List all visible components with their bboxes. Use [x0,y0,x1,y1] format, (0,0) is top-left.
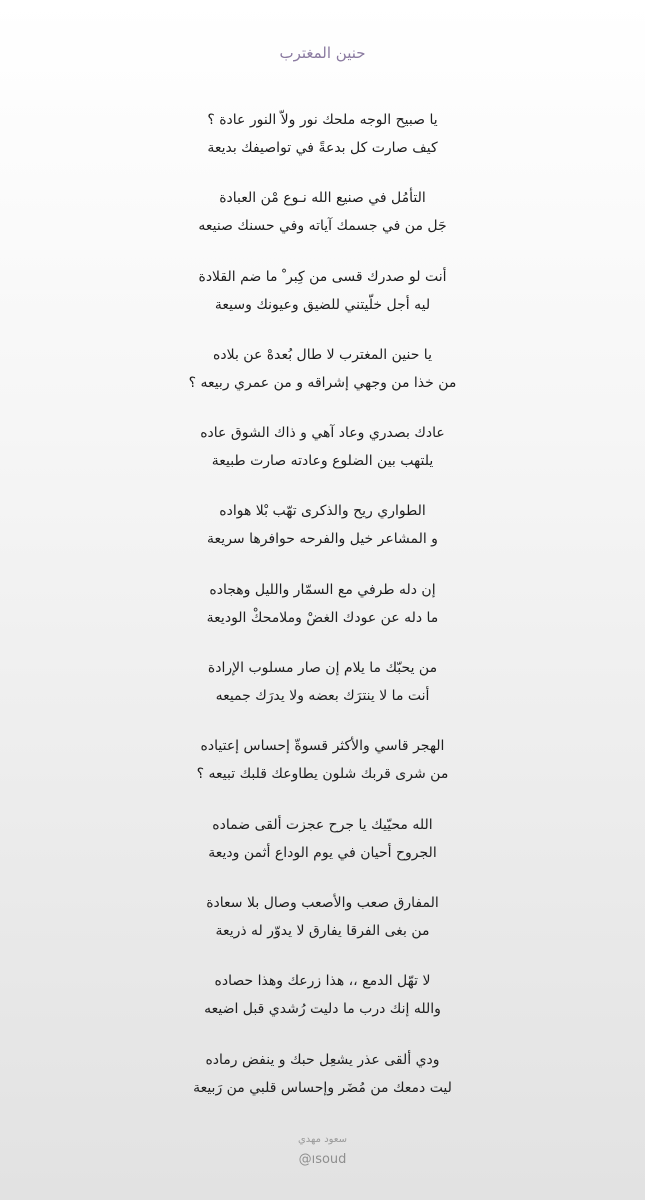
verse-line: لا تهّل الدمع ،، هذا زرعك وهذا حصاده [214,973,431,990]
poem-body [0,106,645,1124]
verse-line: الجروح أحيان في يوم الوداع أثمن وديعة [208,844,437,861]
stanza [0,106,645,184]
stanza [0,732,645,810]
verse-line: المفارق صعب والأصعب وصال بلا سعادة [206,894,439,911]
verse-line: جَل من في جسمك آياته وفي حسنك صنيعه [198,218,447,235]
author-handle: @ısoud [298,1152,347,1167]
verse-line: أنت ما لا ينترَك بعضه ولا يدرَك جميعه [215,688,430,705]
verse-line: التأمُل في صنيع الله نـوع مْن العبادة [219,190,426,207]
verse-line: يلتهب بين الضلوع وعادته صارت طبيعة [211,453,434,470]
stanza [0,654,645,732]
verse-line: ليه أجل خلّيتني للضيق وعيونك وسيعة [214,296,431,313]
verse-line: من خذا من وجهي إشراقه و من عمري ربيعه ؟ [188,374,457,391]
verse-line: ودي ألقى عذر يشعِل حبك و ينفض رماده [205,1051,440,1068]
verse-line: كيف صارت كل بدعةً في تواصيفك بديعة [207,140,438,156]
stanza [0,1046,645,1124]
verse-line: من شرى قربك شلون يطاوعك قلبك تبيعه ؟ [196,766,449,783]
verse-line: أنت لو صدرك قسى من كِبر ْ ما ضم القلادة [198,268,447,285]
verse-line: و المشاعر خيل والفرحه حوافرها سريعة [207,531,438,548]
verse-line: يا صبيح الوجه ملحك نور ولاّ النور عادة ؟ [207,112,438,128]
poem-title: حنين المغترب [279,44,366,62]
stanza [0,263,645,341]
verse-line: والله إنك درب ما دليت رُشدي قبل اضيعه [204,1001,441,1018]
stanza [0,184,645,262]
verse-line: الهجر قاسي والأكثر قسوةّ إحساس إعتياده [200,738,445,755]
stanza [0,811,645,889]
author-signature: سعود مهدي [297,1134,348,1145]
stanza [0,967,645,1045]
stanza [0,889,645,967]
verse-line: الطواري ريح والذكرى تهّب بْلا هواده [219,503,426,520]
verse-line: الله محيّيك يا جرح عجزت ألقى ضماده [212,816,433,833]
stanza [0,576,645,654]
verse-line: عادك بصدري وعاد آهي و ذاك الشوق عاده [200,425,445,442]
verse-line: يا حنين المغترب لا طال بُعدهْ عن بلاده [213,346,432,363]
verse-line: إن دله طرفي مع السمّار والليل وهجاده [209,581,436,598]
stanza [0,497,645,575]
verse-line: من بغى الفرقا يفارق لا يدوّر له ذريعة [215,922,430,939]
verse-line: ليت دمعك من مُضَر وإحساس قلبي من رَبيعة [193,1079,452,1096]
stanza [0,419,645,497]
verse-line: من يحبّك ما يلام إن صار مسلوب الإرادة [207,660,438,677]
stanza [0,341,645,419]
verse-line: ما دله عن عودك الغضْ وملامحكْ الوديعة [206,609,439,626]
